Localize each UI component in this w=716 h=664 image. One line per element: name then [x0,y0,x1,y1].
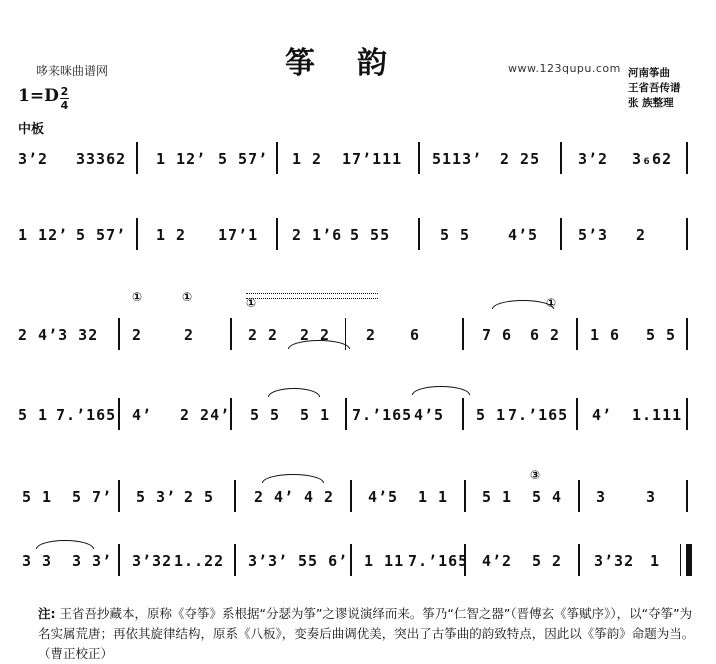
note-group: 17ʼ1 [218,226,259,244]
note-group: 3ʼ2 [18,150,49,168]
note-group: 6 [410,326,421,344]
meter-bottom: 4 [60,99,69,112]
note-group: 2 25 [500,150,541,168]
tempo-marking: 中板 [18,122,45,137]
note-group: 4ʼ5 [368,488,399,506]
barline [118,398,120,430]
note-group: 1 2 [292,150,323,168]
note-group: 3 3ʼ [72,552,113,570]
credit-origin: 河南筝曲 [628,67,670,79]
barline [234,544,236,576]
staff-row-4 [0,398,716,458]
barline [276,142,278,174]
note-group: 5 2 [532,552,563,570]
barline [234,480,236,512]
footnote-label: 注: [38,606,56,621]
note-group: 1 12ʼ [156,150,207,168]
note-group: 1..22 [174,552,225,570]
note-group: 3 [596,488,607,506]
staff-row-1 [0,142,716,202]
note-group: 2 5 [184,488,215,506]
barline [464,480,466,512]
barline [136,218,138,250]
note-group: 5 5 [440,226,471,244]
note-group: 5113ʼ [432,150,483,168]
note-group: 3ʼ2 [578,150,609,168]
staff-row-6 [0,544,716,604]
barline [118,544,120,576]
slur-mark [492,300,554,309]
note-group: 3ʼ3ʼ [248,552,289,570]
note-group: 5 57ʼ [76,226,127,244]
note-group: 1.111 [632,406,683,424]
note-group: 4ʼ5 [508,226,539,244]
barline [686,142,688,174]
barline [686,480,688,512]
barline [578,544,580,576]
barline [276,218,278,250]
note-group: 5 5 [646,326,677,344]
barline [680,544,681,576]
barline [350,544,352,576]
note-group: 7.ʼ165 [508,406,569,424]
site-url: www.123qupu.com [508,62,621,75]
note-group: 2 1ʼ6 [292,226,343,244]
barline [350,480,352,512]
note-group: 1 [650,552,661,570]
barline [136,142,138,174]
note-group: 1 1 [418,488,449,506]
credit-transmitter: 王省吾传谱 [628,82,681,94]
note-group: 2 2 [300,326,331,344]
note-group: 3 [646,488,657,506]
note-group: 1 6 [590,326,621,344]
note-group: 7.ʼ165 [352,406,413,424]
barline [418,218,420,250]
note-group: 5 1 [482,488,513,506]
note-group: 1 2 [156,226,187,244]
note-group: 4 2 [304,488,335,506]
meter-top: 2 [60,85,69,98]
barline [560,142,562,174]
staff-row-3 [0,290,716,378]
final-barline [686,544,692,576]
note-group: 6 2 [530,326,561,344]
tremolo-line [246,293,378,299]
note-group: 2 [366,326,377,344]
note-group: 55 6ʼ [298,552,349,570]
technique-mark: ① [546,296,557,310]
slur-mark [262,474,324,483]
note-group: 5 4 [532,488,563,506]
note-group: 3ʼ32 [594,552,635,570]
note-group: 4ʼ5 [414,406,445,424]
note-group: 3₆62 [632,150,673,168]
barline [686,318,688,350]
barline [418,142,420,174]
barline [686,218,688,250]
note-group: 5 57ʼ [218,150,269,168]
note-group: 4ʼ [592,406,613,424]
slur-mark [412,386,470,395]
barline [230,398,232,430]
note-group: 5 1 [18,406,49,424]
note-group: 5 1 [22,488,53,506]
technique-mark: ① [182,290,193,304]
note-group: 1 12ʼ [18,226,69,244]
barline [462,318,464,350]
site-watermark: 哆来咪曲谱网 [36,64,109,78]
note-group: 5 7ʼ [72,488,113,506]
note-group: 2 4ʼ3 32 [18,326,99,344]
technique-mark: ① [132,290,143,304]
note-group: 3ʼ32 [132,552,173,570]
barline [230,318,232,350]
note-group: 2 4ʼ [254,488,295,506]
footnote-text: 王省吾抄藏本，原称《夺筝》系根据“分瑟为筝”之谬说演绎而来。筝乃“仁智之器”（晋傅玄《筝赋序》），以“夺筝”为名实属荒唐；再依其旋律结构，原系《八板》，变奏后曲调优美，突出了古筝曲的韵致特点，因此以《筝韵》命题为当。（曹正校正） [38,606,695,661]
credit-editor: 张 族整理 [628,97,674,109]
score-title: 筝韵 [285,46,429,81]
note-group: 4ʼ [132,406,153,424]
barline [464,544,466,576]
note-group: 7.ʼ165 [408,552,469,570]
note-group: 2 2 [248,326,279,344]
barline [345,398,347,430]
note-group: 7.ʼ165 [56,406,117,424]
note-group: 7 6 [482,326,513,344]
staff-row-2 [0,218,716,278]
note-group: 2 [132,326,143,344]
barline [578,480,580,512]
barline [118,318,120,350]
note-group: 2 [184,326,195,344]
footnote [38,604,698,664]
note-group: 5 5 [250,406,281,424]
barline [576,318,578,350]
note-group: 5 1 [300,406,331,424]
note-group: 17ʼ111 [342,150,403,168]
slur-mark [268,388,320,397]
note-group: 5ʼ3 [578,226,609,244]
note-group: 33362 [76,150,127,168]
technique-mark: ① [246,296,257,310]
barline [686,398,688,430]
barline [560,218,562,250]
technique-mark: ③ [530,468,541,482]
credits [628,66,681,111]
barline [118,480,120,512]
note-group: 5 55 [350,226,391,244]
note-group: 3 3 [22,552,53,570]
note-group: 1 11 [364,552,405,570]
barline [576,398,578,430]
time-signature [60,86,69,111]
staff-row-5 [0,468,716,540]
note-group: 2 24ʼ [180,406,231,424]
key-signature: 1=D [18,86,59,106]
note-group: 2 [636,226,647,244]
slur-mark [36,540,94,549]
barline [462,398,464,430]
note-group: 5 3ʼ [136,488,177,506]
note-group: 4ʼ2 [482,552,513,570]
note-group: 5 1 [476,406,507,424]
